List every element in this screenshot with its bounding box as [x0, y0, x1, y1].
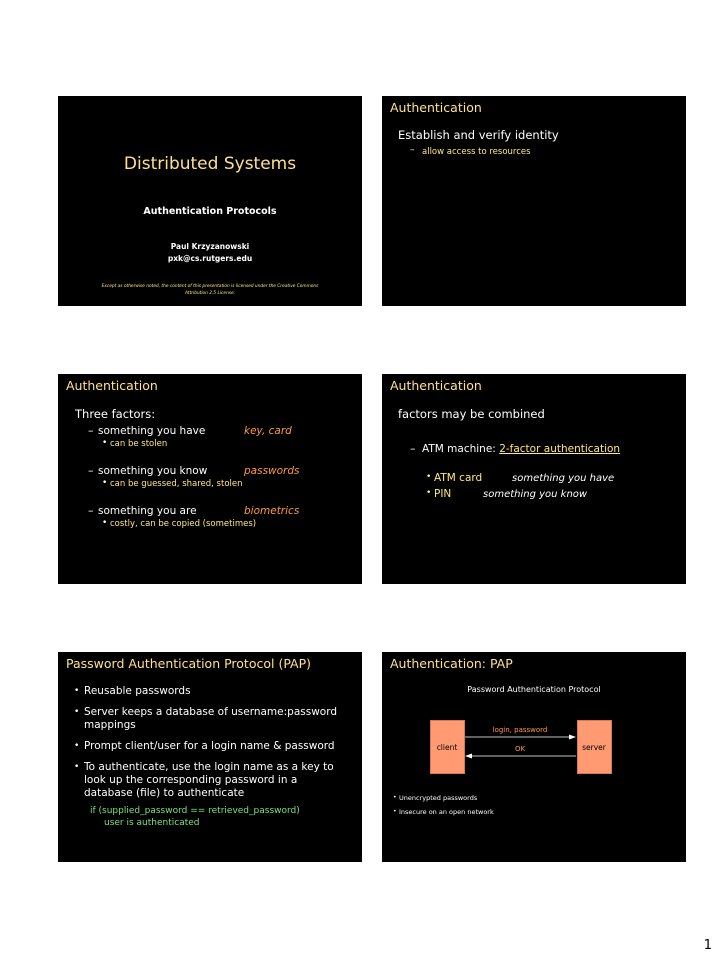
slide2-title: Authentication	[390, 100, 482, 115]
two-factor-link[interactable]: 2-factor authentication	[499, 443, 621, 455]
slide4-intro: factors may be combined	[398, 407, 545, 421]
factor-know-note: can be guessed, shared, stolen	[110, 479, 243, 489]
bullet-dot: •	[393, 808, 397, 815]
server-label: server	[582, 743, 606, 752]
slide1-title: Distributed Systems	[123, 154, 297, 174]
pin-desc: something you know	[483, 489, 588, 500]
reply-arrow-head	[465, 754, 472, 759]
dash-marker: –	[410, 145, 415, 155]
reply-label: OK	[514, 745, 526, 753]
slide2-main-point: Establish and verify identity	[398, 128, 559, 142]
bullet-dot: •	[74, 762, 80, 772]
dash-marker: –	[88, 464, 94, 477]
bullet-dot: •	[393, 794, 397, 801]
request-label: login, password	[492, 726, 548, 734]
bullet-dot: •	[74, 686, 80, 696]
bullet-dot: •	[426, 472, 432, 482]
slide3-title: Authentication	[66, 378, 158, 393]
pap-bullet-4: To authenticate, use the login name as a key to look up the corresponding password in a database (file) to authenticate	[84, 761, 334, 799]
dash-marker: –	[88, 504, 94, 517]
factor-have-example: key, card	[244, 425, 292, 437]
slide2-sub-point: allow access to resources	[422, 147, 531, 157]
dash-marker: –	[88, 424, 94, 437]
atm-prefix: ATM machine:	[422, 443, 500, 455]
bullet-dot: •	[102, 438, 108, 448]
bullet-dot: •	[426, 488, 432, 498]
slide-title	[58, 96, 362, 306]
factor-have-label: something you have	[98, 425, 206, 437]
slide1-license-2: Attribution 2.5 License.	[184, 291, 236, 296]
pap-bullet-1: Reusable passwords	[84, 685, 191, 697]
pap-bullet-2: Server keeps a database of username:password mappings	[84, 706, 337, 731]
slide1-author: Paul Krzyzanowski	[170, 242, 250, 251]
note-1: Unencrypted passwords	[399, 794, 478, 802]
note-2: Insecure on an open network	[399, 808, 494, 816]
atm-card-desc: something you have	[512, 473, 615, 484]
slide1-license-1: Except as otherwise noted, the content of this presentation is licensed under the Creative Commons	[101, 284, 319, 289]
slide1-subtitle: Authentication Protocols	[143, 206, 277, 217]
diagram-title: Password Authentication Protocol	[467, 685, 601, 694]
slide-pap	[58, 652, 362, 862]
slide-factors-combined	[382, 374, 686, 584]
slide6-title: Authentication: PAP	[390, 656, 513, 671]
slide-pap-diagram	[382, 652, 686, 862]
slide3-intro: Three factors:	[75, 407, 156, 421]
page-number: 1	[703, 938, 712, 953]
code-line-1: if (supplied_password == retrieved_password)	[90, 806, 300, 816]
pin-label: PIN	[434, 488, 452, 500]
factor-are-label: something you are	[98, 505, 197, 517]
pap-bullet-3: Prompt client/user for a login name & password	[84, 740, 335, 752]
bullet-dot: •	[102, 478, 108, 488]
dash-marker: –	[410, 442, 416, 455]
slide4-title: Authentication	[390, 378, 482, 393]
atm-card-label: ATM card	[434, 472, 483, 484]
factor-know-label: something you know	[98, 465, 208, 477]
slide-three-factors	[58, 374, 362, 584]
factor-know-example: passwords	[244, 465, 300, 477]
bullet-dot: •	[74, 741, 80, 751]
factor-are-note: costly, can be copied (sometimes)	[110, 519, 257, 529]
client-label: client	[436, 743, 458, 752]
code-line-2: user is authenticated	[104, 818, 200, 828]
factor-are-example: biometrics	[244, 505, 300, 517]
bullet-dot: •	[74, 707, 80, 717]
request-arrow-head	[569, 735, 576, 740]
factor-have-note: can be stolen	[110, 439, 168, 449]
atm-line	[422, 443, 620, 455]
slide1-email: pxk@cs.rutgers.edu	[167, 254, 253, 263]
bullet-dot: •	[102, 518, 108, 528]
slide5-title: Password Authentication Protocol (PAP)	[66, 656, 312, 671]
slide-authentication-intro	[382, 96, 686, 306]
